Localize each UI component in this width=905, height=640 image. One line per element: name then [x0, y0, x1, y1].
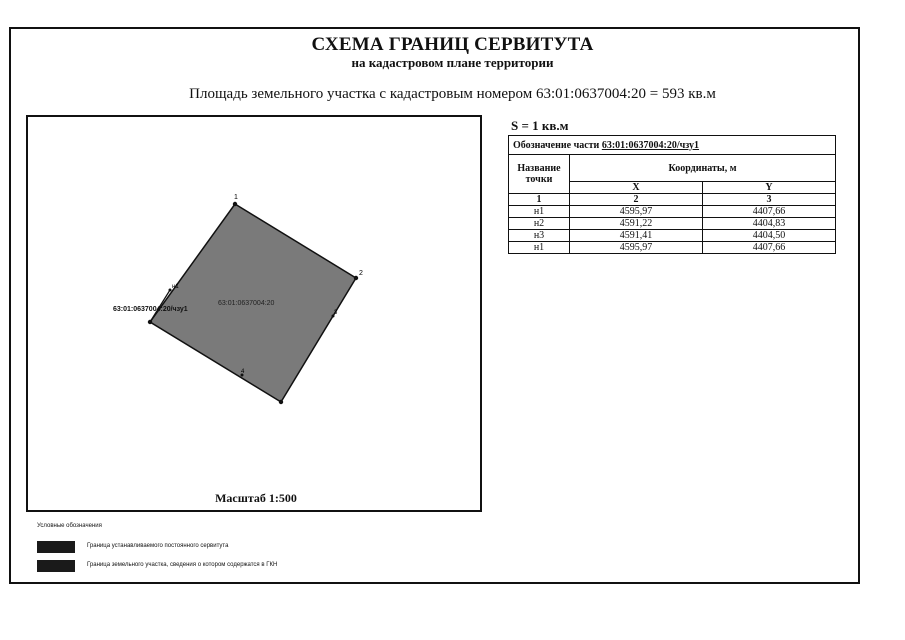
vertex-label-3: 3: [334, 310, 338, 316]
legend-label-servitude: Граница устанавливаемого постоянного сервитута: [87, 543, 229, 549]
column-number-1: 1: [509, 194, 570, 206]
servitude-label: 63:01:0637004:20/чзу1: [113, 306, 188, 313]
column-number-3: 3: [702, 194, 835, 206]
table-row: н3 4591,41 4404,50: [509, 230, 836, 242]
x-header: X: [570, 182, 703, 194]
legend-swatch-parcel: [37, 560, 75, 572]
point-name-header: Название точки: [509, 155, 570, 194]
coordinates-header: Координаты, м: [570, 155, 836, 182]
document-subtitle: на кадастровом плане территории: [351, 55, 554, 70]
parcel-cadastral-label: 63:01:0637004:20: [218, 300, 275, 307]
vertex-label-4: 4: [241, 369, 245, 375]
column-number-2: 2: [570, 194, 703, 206]
vertex-label-n1: н1: [172, 284, 179, 290]
coordinates-table: [508, 135, 836, 254]
servitude-area: S = 1 кв.м: [511, 118, 569, 133]
parcel-map: [28, 117, 480, 510]
map-panel: [26, 115, 482, 512]
y-header: Y: [702, 182, 835, 194]
vertex-label-2: 2: [359, 270, 363, 277]
legend-swatch-servitude: [37, 541, 75, 553]
vertex-4: [148, 320, 152, 324]
map-scale: Масштаб 1:500: [215, 491, 297, 505]
table-row: н1 4595,97 4407,66: [509, 206, 836, 218]
document-title: СХЕМА ГРАНИЦ СЕРВИТУТА: [311, 34, 594, 55]
table-caption-number: 63:01:0637004:20/чзу1: [601, 139, 700, 151]
legend-title: Условные обозначения: [37, 523, 102, 529]
table-row: н1 4595,97 4407,66: [509, 242, 836, 254]
legend-label-parcel: Граница земельного участка, сведения о котором содержатся в ГКН: [87, 562, 278, 568]
vertex-1: [233, 202, 237, 206]
vertex-2: [354, 276, 358, 280]
vertex-label-1: 1: [234, 194, 238, 201]
parcel-area-line: Площадь земельного участка с кадастровым номером 63:01:0637004:20 = 593 кв.м: [189, 86, 716, 102]
vertex-3: [279, 400, 283, 404]
table-caption: Обозначение части 63:01:0637004:20/чзу1: [509, 136, 836, 155]
table-row: н2 4591,22 4404,83: [509, 218, 836, 230]
